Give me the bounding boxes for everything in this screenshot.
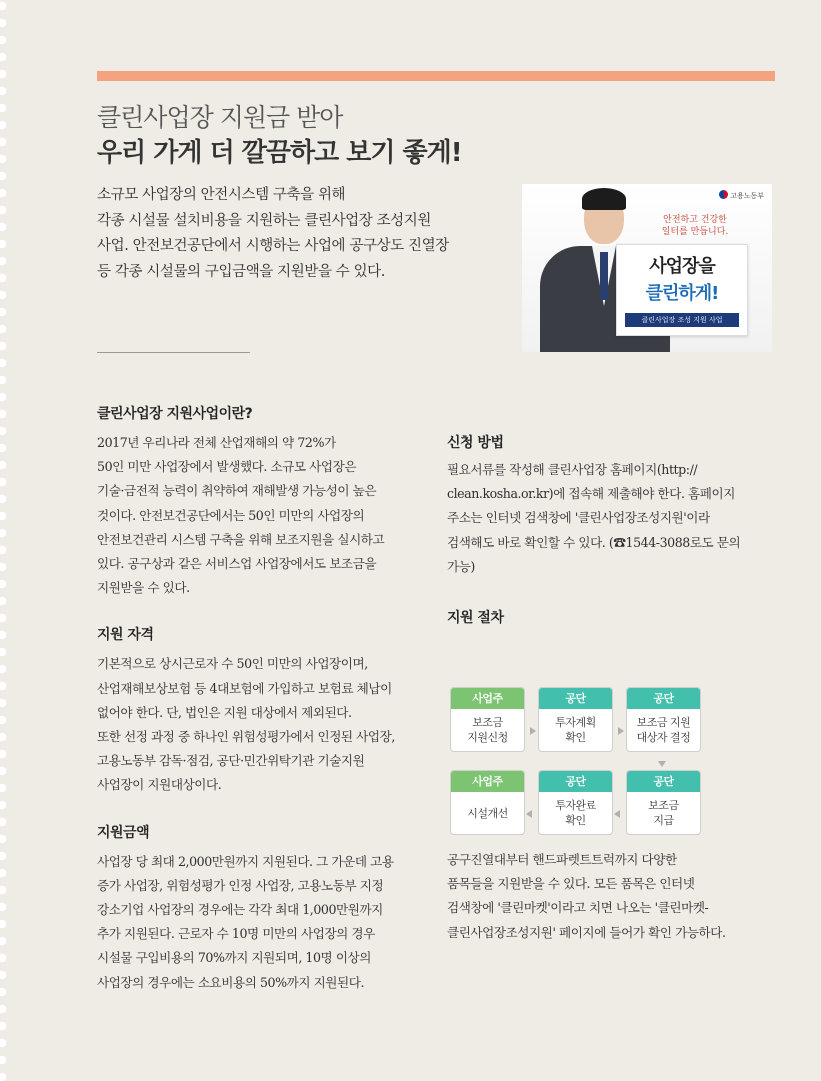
section-body-apply [447,458,777,579]
body-line: 사업장이 지원대상이다. [97,777,222,793]
flow-step-actor: 공단 [539,771,612,792]
section-heading-procedure: 지원 절차 [447,610,504,627]
procedure-flowchart [447,687,777,842]
body-line: 고용노동부 감독·점검, 공단·민간위탁기관 기술지원 [97,753,365,769]
flow-step-5 [538,770,613,835]
flow-step-action: 투자완료 확인 [555,799,596,827]
body-line: 검색해도 바로 확인할 수 있다. (☎1544-3088로도 문의 [447,534,741,550]
section-heading-about: 클린사업장 지원사업이란? [97,406,253,422]
body-line: 있다. 공구상과 같은 서비스업 사업장에서도 보조금을 [97,556,377,572]
flow-step-actor: 공단 [627,688,700,709]
arrow-right-icon [618,727,624,735]
body-line: 기본적으로 상시근로자 수 50인 미만의 사업장이며, [97,656,368,672]
campaign-poster-image [522,184,772,352]
intro-line: 각종 시설물 설치비용을 지원하는 클린사업장 조성지원 [97,212,432,229]
body-line: 검색창에 '클린마켓'이라고 치면 나오는 '클린마켓- [447,900,709,916]
intro-line: 소규모 사업장의 안전시스템 구축을 위해 [97,187,346,203]
flow-step-1 [450,687,525,752]
arrow-left-icon [526,810,532,818]
section-divider [97,352,250,353]
body-line: 없어야 한다. 단, 법인은 지원 대상에서 제외된다. [97,704,352,720]
person-hair [582,188,626,210]
flow-step-actor: 공단 [539,688,612,709]
flow-step-6 [626,770,701,835]
intro-paragraph [97,183,497,285]
poster-sign [616,244,748,336]
flow-step-3 [626,687,701,752]
intro-line: 사업. 안전보건공단에서 시행하는 사업에 공구상도 진열장 [97,238,449,254]
flow-step-action: 보조금 지급 [648,799,679,827]
flow-step-actor: 사업주 [451,771,524,792]
body-line: 가능) [447,558,475,574]
arrow-down-icon [658,761,666,767]
right-column [447,432,777,627]
section-body-about [97,431,427,600]
body-line: 강소기업 사업장의 경우에는 각각 최대 1,000만원까지 [97,902,383,918]
body-line: 증가 사업장, 위험성평가 인정 사업장, 고용노동부 지정 [97,877,384,893]
sign-line-2: 클린하게! [645,283,719,304]
body-line: 안전보건관리 시스템 구축을 위해 보조지원을 실시하고 [97,531,385,547]
sign-band: 클린사업장 조성 지원 사업 [625,313,739,327]
title-line-1: 클린사업장 지원금 받아 [97,103,343,132]
body-line: 지원받을 수 있다. [97,580,190,596]
flow-step-actor: 사업주 [451,688,524,709]
accent-bar [97,71,775,81]
section-heading-eligibility: 지원 자격 [97,627,154,644]
body-line: 공구진열대부터 핸드파렛트트럭까지 다양한 [447,852,677,867]
section-heading-amount: 지원금액 [97,824,150,841]
title-line-2: 우리 가게 더 깔끔하고 보기 좋게! [97,138,462,168]
flow-step-action: 보조금 지원 대상자 결정 [636,716,691,744]
left-column [97,403,427,995]
flow-step-action: 투자계획 확인 [555,716,596,744]
body-line: 품목들을 지원받을 수 있다. 모든 품목은 인터넷 [447,876,695,892]
flow-step-actor: 공단 [627,771,700,792]
body-line: 주소는 인터넷 검색창에 '클린사업장조성지원'이라 [447,510,710,526]
ministry-emblem-icon [719,190,728,199]
tagline-line-2: 일터를 만듭니다. [661,227,729,237]
ministry-name: 고용노동부 [730,192,764,200]
body-line: 추가 지원된다. 근로자 수 10명 미만의 사업장의 경우 [97,926,375,942]
poster-tagline [640,214,750,238]
notebook-holes [0,0,14,1081]
body-line: 사업장 당 최대 2,000만원까지 지원된다. 그 가운데 고용 [97,853,394,869]
intro-line: 등 각종 시설물의 구입금액을 지원받을 수 있다. [97,263,385,280]
tie-shape [600,252,608,300]
body-line: clean.kosha.or.kr)에 접속해 제출해야 한다. 홈페이지 [447,486,735,502]
flow-step-action: 보조금 지원신청 [467,716,508,744]
section-body-amount [97,850,427,995]
body-line: 2017년 우리나라 전체 산업재해의 약 72%가 [97,435,336,450]
body-line: 시설물 구입비용의 70%까지 지원되며, 10명 이상의 [97,950,371,966]
body-line: 기술·금전적 능력이 취약하여 재해발생 가능성이 높은 [97,483,377,499]
flow-step-2 [538,687,613,752]
body-line: 것이다. 안전보건공단에서는 50인 미만의 사업장의 [97,507,365,523]
arrow-left-icon [614,810,620,818]
arrow-right-icon [530,727,536,735]
body-line: 또한 선정 과정 중 하나인 위험성평가에서 인정된 사업장, [97,729,395,745]
flow-step-action: 시설개선 [467,806,508,820]
body-line: 산업재해보상보험 등 4대보험에 가입하고 보험료 체납이 [97,680,392,696]
body-line: 사업장의 경우에는 소요비용의 50%까지 지원된다. [97,974,365,990]
body-line: 필요서류를 작성해 클린사업장 홈페이지(http:// [447,462,698,477]
section-heading-apply: 신청 방법 [447,435,504,451]
sign-line-1: 사업장을 [649,256,715,277]
section-body-items [447,848,777,945]
tagline-line-1: 안전하고 건강한 [663,215,727,225]
body-line: 클린사업장조성지원' 페이지에 들어가 확인 가능하다. [447,924,726,940]
body-line: 50인 미만 사업장에서 발생했다. 소규모 사업장은 [97,459,357,475]
section-body-eligibility [97,652,427,797]
flow-step-4 [450,770,525,835]
